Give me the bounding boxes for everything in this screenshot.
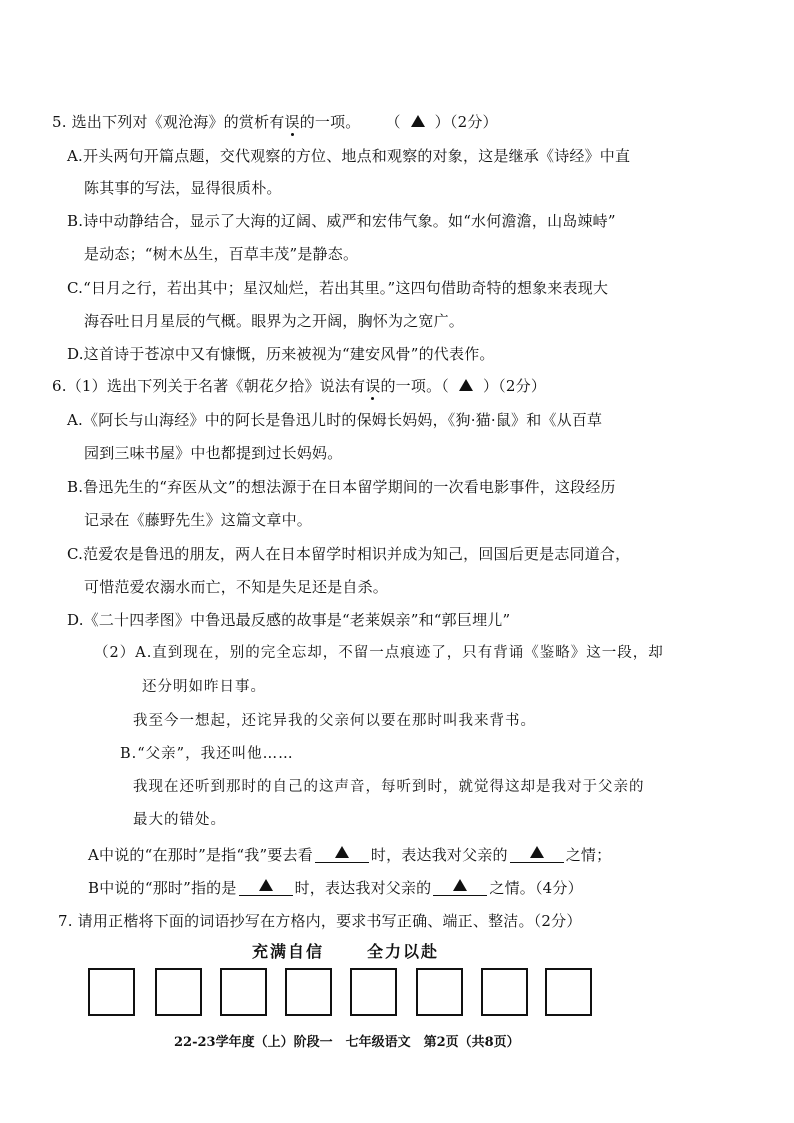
q5-score: ）（2分） <box>434 113 498 131</box>
q5-stem-text-a: 5. 选出下列对《观沧海》的赏析有 <box>52 113 285 131</box>
q5-option-d-line1: D.这首诗于苍凉中又有慷慨，历来被视为“建安风骨”的代表作。 <box>67 345 495 363</box>
q7-stem: 7. 请用正楷将下面的词语抄写在方格内，要求书写正确、端正、整洁。（2分） <box>58 912 582 930</box>
q6-part2-passage-a-line3: 我至今一想起，还诧异我的父亲何以要在那时叫我来背书。 <box>133 713 536 729</box>
q6-fill-b-text2: 时，表达我对父亲的 <box>294 879 432 897</box>
q5-option-b-line1: B.诗中动静结合，显示了大海的辽阔、威严和宏伟气象。如“水何澹澹，山岛竦峙” <box>67 212 616 230</box>
q5-option-a-line2: 陈其事的写法，显得很质朴。 <box>84 179 282 197</box>
q6-option-d-line1: D.《二十四孝图》中鲁迅最反感的故事是“老莱娱亲”和“郭巨埋儿” <box>67 611 511 629</box>
q6-fill-a-text2: 时，表达我对父亲的 <box>370 846 508 864</box>
q6-part2-passage-a-line1: （2）A.直到现在，别的完全忘却，不留一点痕迹了，只有背诵《鉴略》这一段，却 <box>94 645 664 661</box>
writing-box-6[interactable] <box>416 968 463 1016</box>
q6-part2-passage-b-line1: B.“父亲”，我还叫他…… <box>120 746 294 762</box>
q6-answer-bracket-open: （ <box>441 377 449 395</box>
q6-option-b-line2: 记录在《藤野先生》这篇文章中。 <box>84 511 313 529</box>
writing-box-7[interactable] <box>481 968 528 1016</box>
answer-triangle-icon <box>453 879 467 891</box>
q5-option-a-line1: A.开头两句开篇点题，交代观察的方位、地点和观察的对象，这是继承《诗经》中直 <box>67 147 631 165</box>
q6-stem-text-a: 6.（1）选出下列关于名著《朝花夕拾》说法有 <box>52 377 366 395</box>
q6-part2-passage-b-line3: 最大的错处。 <box>133 812 226 828</box>
writing-box-8[interactable] <box>545 968 592 1016</box>
writing-box-4[interactable] <box>285 968 332 1016</box>
q6-score: ）（2分） <box>482 377 547 395</box>
q6-fill-b-text3: 之情。（4分） <box>489 879 583 897</box>
q6-option-b-line1: B.鲁迅先生的“弃医从文”的想法源于在日本留学期间的一次看电影事件，这段经历 <box>67 478 616 496</box>
q6-part2-passage-b-line2: 我现在还听到那时的自己的这声音，每听到时，就觉得这却是我对于父亲的 <box>133 779 645 795</box>
q5-emphasis-char: 误 <box>284 113 300 131</box>
q7-word-2: 全力以赴 <box>367 942 440 961</box>
writing-box-3[interactable] <box>220 968 267 1016</box>
q5-option-c-line2: 海吞吐日月星辰的气概。眼界为之开阔，胸怀为之宽广。 <box>84 312 465 330</box>
q6-fill-b-text1: B中说的“那时”指的是 <box>88 879 237 897</box>
q5-stem-text-b: 的一项。 <box>299 113 361 131</box>
q5-answer-bracket-open: （ <box>385 113 401 131</box>
q6-stem <box>52 376 546 396</box>
answer-triangle-icon <box>259 879 273 891</box>
q6-fill-a-blank1[interactable] <box>315 844 369 863</box>
answer-triangle-icon <box>530 846 544 858</box>
q6-emphasis-char: 误 <box>365 377 381 395</box>
footer-text: 22-23学年度（上）阶段一 七年级语文 第2页（共8页） <box>174 1035 520 1050</box>
answer-triangle-icon <box>335 846 349 858</box>
q6-option-a-line1: A.《阿长与山海经》中的阿长是鲁迅儿时的保姆长妈妈，《狗·猫·鼠》和《从百草 <box>67 411 603 429</box>
answer-triangle-icon <box>411 115 425 127</box>
q6-fill-b-blank2[interactable] <box>433 877 487 896</box>
writing-box-1[interactable] <box>88 968 135 1016</box>
q6-fill-a-text3: 之情； <box>565 846 612 864</box>
q5-option-b-line2: 是动态；“树木丛生，百草丰茂”是静态。 <box>84 245 359 263</box>
writing-box-2[interactable] <box>155 968 202 1016</box>
answer-triangle-icon <box>459 379 473 391</box>
q6-fill-a-text1: A中说的“在那时”是指“我”要去看 <box>88 846 313 864</box>
q6-fill-a <box>88 844 611 865</box>
q6-fill-b-blank1[interactable] <box>239 877 293 896</box>
q6-option-a-line2: 园到三味书屋》中也都提到过长妈妈。 <box>84 444 343 462</box>
writing-box-5[interactable] <box>350 968 397 1016</box>
q6-stem-text-b: 的一项。 <box>380 377 442 395</box>
q6-part2-passage-a-line2: 还分明如昨日事。 <box>142 679 266 695</box>
q6-fill-b <box>88 877 583 898</box>
q6-option-c-line1: C.范爱农是鲁迅的朋友，两人在日本留学时相识并成为知己，回国后更是志同道合， <box>67 545 631 563</box>
q7-word-1: 充满自信 <box>252 942 325 961</box>
q5-option-c-line1: C.“日月之行，若出其中；星汉灿烂，若出其里。”这四句借助奇特的想象来表现大 <box>67 279 609 297</box>
q6-option-c-line2: 可惜范爱农溺水而亡，不知是失足还是自杀。 <box>84 578 389 596</box>
q6-fill-a-blank2[interactable] <box>510 844 564 863</box>
q5-stem <box>52 112 498 132</box>
